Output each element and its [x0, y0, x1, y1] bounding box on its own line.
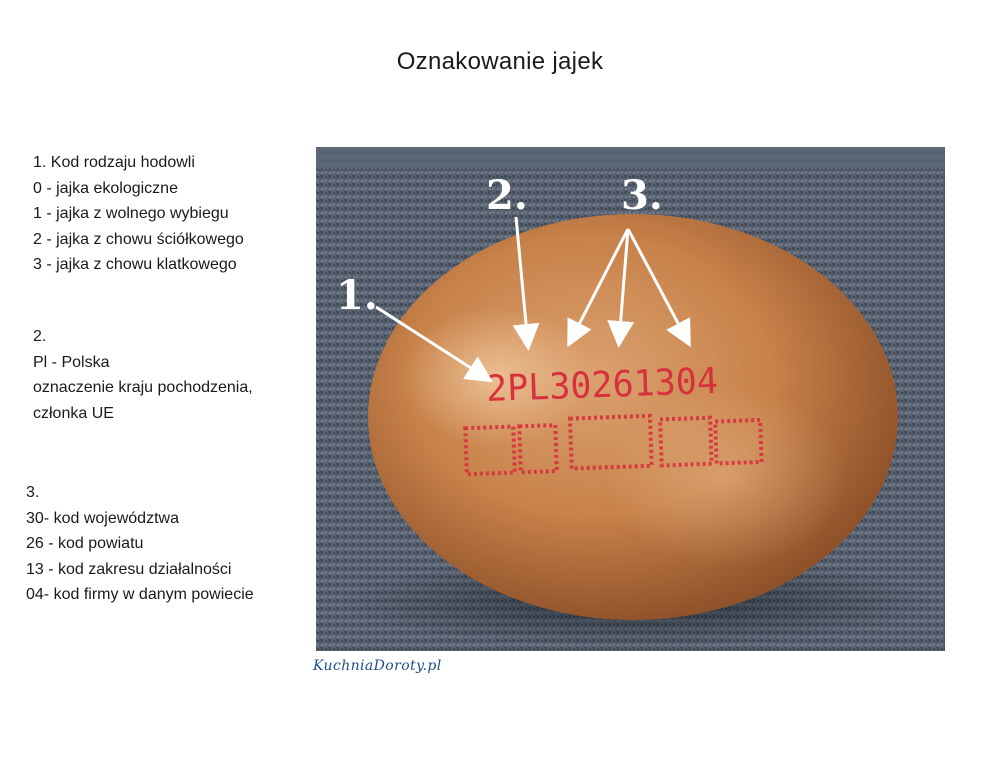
legend-line: 3. — [26, 484, 40, 501]
marker-1: 1. — [336, 272, 378, 319]
page-title: Oznakowanie jajek — [396, 48, 604, 75]
legend-line: 1. Kod rodzaju hodowli — [33, 154, 195, 171]
egg-stamp-code: 2PL30261304 — [485, 360, 726, 411]
egg-photo — [316, 147, 945, 651]
legend-block-producer-code — [26, 480, 254, 608]
legend-line: 1 - jajka z wolnego wybiegu — [33, 205, 229, 222]
legend-line: członka UE — [33, 404, 114, 422]
legend-line: 2. — [33, 328, 47, 345]
legend-block-farming-code — [33, 150, 244, 278]
legend-line: 2 - jajka z chowu ściółkowego — [33, 230, 244, 248]
legend-line: 0 - jajka ekologiczne — [33, 179, 178, 197]
legend-line: 26 - kod powiatu — [26, 535, 144, 552]
watermark-logo: KuchniaDoroty.pl — [313, 658, 442, 674]
legend-block-country-code — [33, 324, 253, 426]
marker-3: 3. — [621, 172, 663, 219]
legend-line: 13 - kod zakresu działalności — [26, 560, 232, 578]
legend-line: Pl - Polska — [33, 353, 110, 371]
legend-line: 3 - jajka z chowu klatkowego — [33, 256, 237, 273]
legend-line: oznaczenie kraju pochodzenia, — [33, 379, 253, 396]
marker-2: 2. — [486, 172, 528, 219]
legend-line: 30- kod województwa — [26, 509, 179, 527]
legend-line: 04- kod firmy w danym powiecie — [26, 586, 254, 603]
